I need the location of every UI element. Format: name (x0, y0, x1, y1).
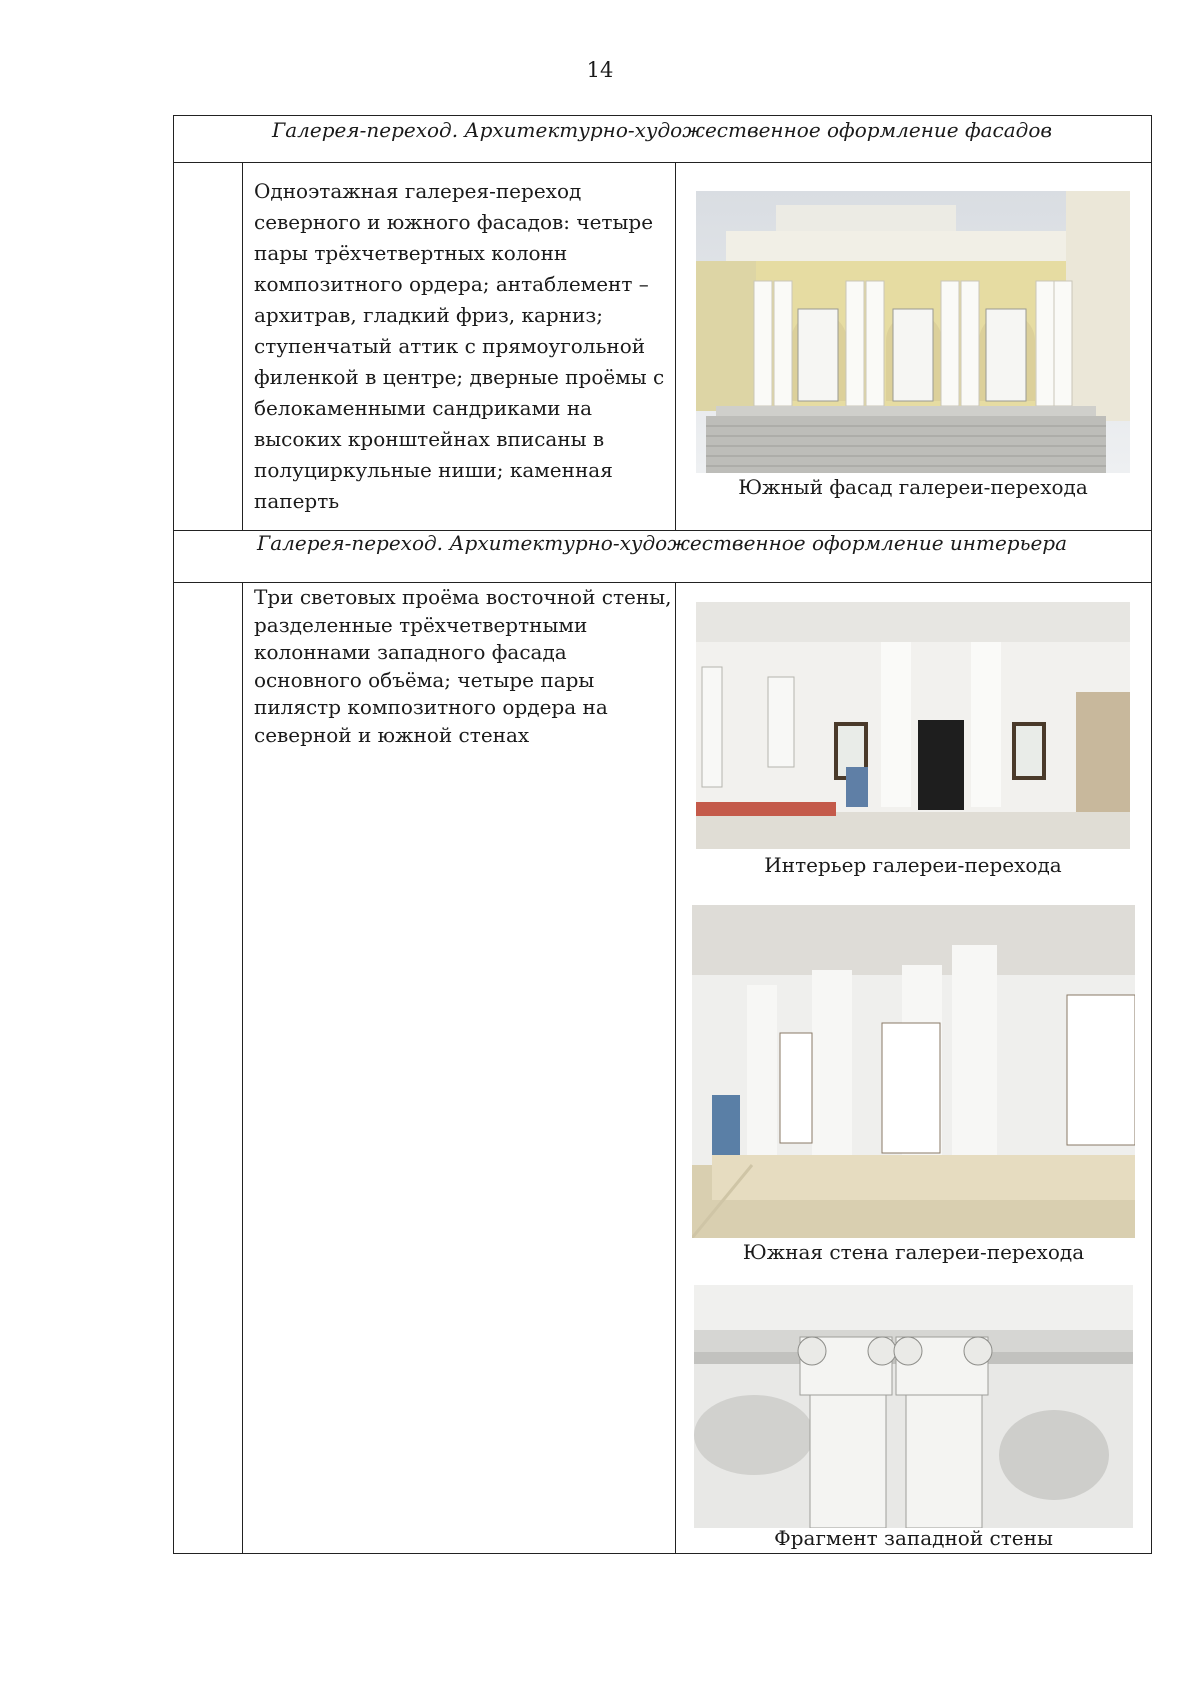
column-divider (242, 162, 243, 530)
column-divider (242, 582, 243, 1553)
table-border-bottom (173, 1553, 1152, 1554)
interior-photo (696, 602, 1130, 849)
section-description: Одноэтажная галерея-переход северного и южного фасадов: четыре пары трёхчетвертных колонн композитного ордера; антаблемент – архитрав, гладкий фриз, карниз; ступенчатый аттик с прямоугольной филенкой в центре; дверные проёмы с белокаменными сандриками на высоких кронштейнах вписаны в полуциркульные ниши; каменная паперть (254, 179, 665, 513)
photo-caption: Южный фасад галереи-перехода (738, 475, 1088, 499)
section-heading: Галерея-переход. Архитектурно-художественное оформление интерьера (256, 531, 1068, 555)
table-border-left (173, 115, 174, 1554)
section-heading: Галерея-переход. Архитектурно-художественное оформление фасадов (271, 118, 1053, 142)
page-number: 14 (586, 58, 614, 82)
table-border-top (173, 115, 1152, 116)
south-wall-photo (692, 905, 1135, 1238)
table-divider (173, 582, 1152, 583)
section-description: Три световых проёма восточной стены, разделенные трёхчетвертными колоннами западного фасада основного объёма; четыре пары пилястр композитного ордера на северной и южной стенах (254, 585, 672, 747)
south-facade-photo (696, 191, 1130, 473)
photo-caption: Южная стена галереи-перехода (742, 1240, 1085, 1264)
table-border-right (1151, 115, 1152, 1554)
photo-caption: Интерьер галереи-перехода (764, 853, 1062, 877)
table-divider (173, 162, 1152, 163)
column-divider (675, 162, 676, 530)
west-wall-fragment-photo (694, 1285, 1133, 1528)
column-divider (675, 582, 676, 1553)
photo-caption: Фрагмент западной стены (774, 1526, 1053, 1550)
